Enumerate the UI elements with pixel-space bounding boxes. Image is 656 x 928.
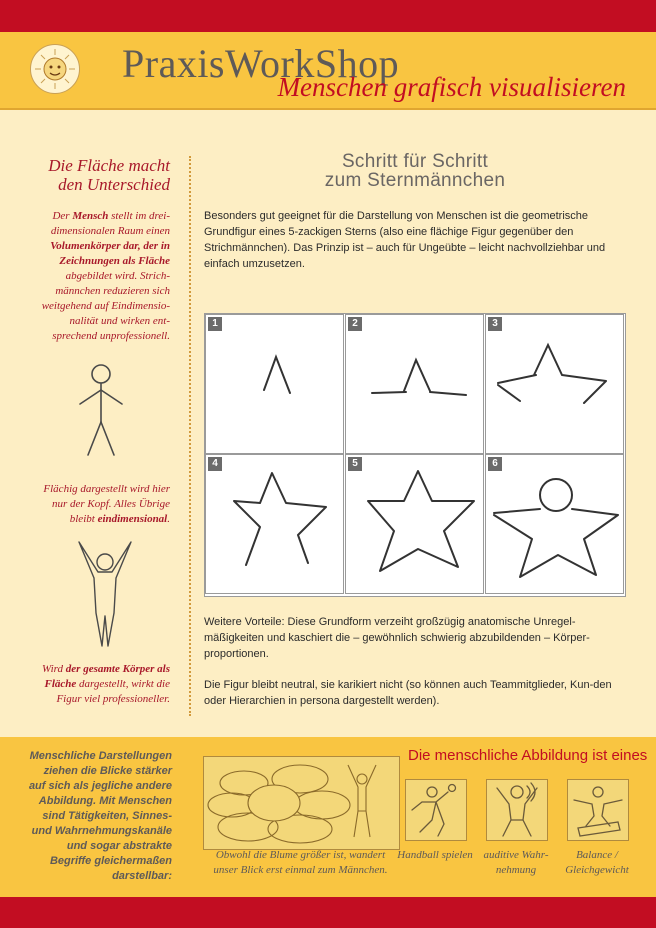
star-step-2-drawing — [346, 315, 485, 455]
step-number: 6 — [488, 457, 502, 471]
bottom-red-bar — [0, 897, 656, 928]
balance-icon — [567, 779, 629, 841]
footer-title: Die menschliche Abbildung ist eines — [408, 747, 648, 764]
step-cell-1 — [205, 314, 344, 454]
step-grid — [204, 313, 626, 597]
brand-title: PraxisWorkShop — [122, 41, 400, 86]
neutral-paragraph: Die Figur bleibt neutral, sie karikiert nicht (so können auch Teammitglieder, Kun-den oder Hierarchien in persona dargestellt werden). — [204, 679, 612, 707]
main-title: Schritt für Schritt zum Sternmännchen — [324, 151, 506, 191]
top-red-bar — [0, 0, 656, 32]
sun-logo-icon — [30, 44, 80, 94]
flower-caption: Obwohl die Blume größer ist, wandert unser Blick erst einmal zum Männchen. — [213, 849, 388, 876]
star-step-3-drawing — [486, 315, 625, 455]
sidebar-paragraph-2: Flächig dargestellt wird hier nur der Kopf. Alles Übrige bleibt eindimensional. — [43, 483, 170, 525]
column-divider — [189, 156, 191, 716]
star-step-6-drawing — [486, 455, 625, 595]
step-number: 3 — [488, 317, 502, 331]
footer-band — [0, 737, 656, 897]
listening-icon — [486, 779, 548, 841]
sidebar-paragraph-1: Der Mensch stellt im drei-dimensionalen Raum einen Volumenkörper dar, der in Zeichnungen als Fläche abgebildet wird. Strich-männchen reduzieren sich weitgehend auf Eindimensio-nalität und wirken ent-sprechend unprofessionell. — [41, 210, 170, 342]
step-cell-4 — [205, 454, 344, 594]
intro-paragraph: Besonders gut geeignet für die Darstellung von Menschen ist die geometrische Grundfigur eines 5-zackigen Sterns (also eine flächige Figur gegenüber den Strichmännchen). Das Prinzip ist – auch für Ungeübte – leicht nachvollziehbar und einfach umzusetzen. — [204, 210, 606, 270]
handball-icon — [405, 779, 467, 841]
header — [0, 32, 656, 110]
step-number: 2 — [348, 317, 362, 331]
stick-figure-icon — [76, 360, 126, 465]
listening-caption: auditive Wahr-nehmung — [483, 849, 549, 876]
star-step-1-drawing — [206, 315, 345, 455]
star-step-5-drawing — [346, 455, 485, 595]
step-cell-6 — [485, 454, 624, 594]
step-cell-2 — [345, 314, 484, 454]
brand-subtitle: Menschen grafisch visualisieren — [277, 72, 626, 102]
star-figure-icon — [76, 538, 134, 653]
step-cell-3 — [485, 314, 624, 454]
sidebar-paragraph-3: Wird der gesamte Körper als Fläche dargestellt, wirkt die Figur viel professioneller. — [42, 663, 170, 705]
step-number: 5 — [348, 457, 362, 471]
sidebar-title: Die Fläche macht den Unterschied — [48, 156, 170, 194]
advantages-paragraph: Weitere Vorteile: Diese Grundform verzeiht großzügig anatomische Unregel-mäßigkeiten und kaschiert die – gewöhnlich schwierig abzubildenden – Körper-proportionen. — [204, 616, 590, 660]
step-number: 4 — [208, 457, 222, 471]
balance-caption: Balance / Gleichgewicht — [565, 849, 629, 876]
flower-illustration-icon — [203, 756, 400, 850]
step-cell-5 — [345, 454, 484, 594]
handball-caption: Handball spielen — [397, 849, 473, 861]
step-number: 1 — [208, 317, 222, 331]
star-step-4-drawing — [206, 455, 345, 595]
footer-left-text: Menschliche Darstellungen ziehen die Blicke stärker auf sich als jegliche andere Abbildung. Mit Menschen sind Tätigkeiten, Sinnes- und Wahrnehmungskanäle und sogar abstrakte Begriffe gleichermaßen darstellbar: — [28, 750, 172, 882]
